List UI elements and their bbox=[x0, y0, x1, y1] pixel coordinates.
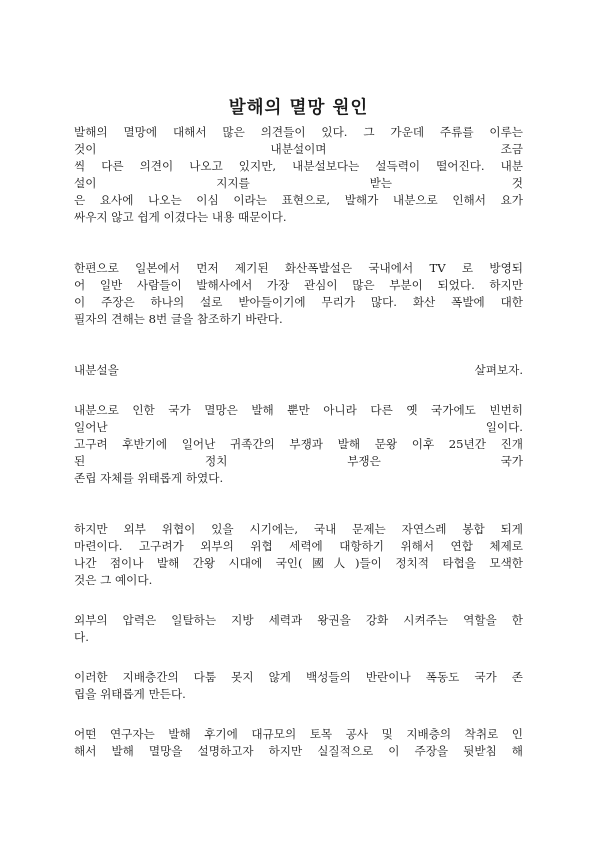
text-line: 싸우지 않고 쉽게 이겼다는 내용 때문이다. bbox=[74, 210, 287, 224]
paragraph bbox=[74, 521, 523, 589]
text-line: 씩 다른 의견이 나오고 있지만, 내분설보다는 설득력이 떨어진다. 내분 bbox=[74, 159, 523, 173]
text-line: 마련이다. 고구려가 외부의 위협 세력에 대항하기 위해서 연합 체제로 bbox=[74, 539, 523, 553]
paragraph-spacer bbox=[74, 487, 523, 521]
document-title: 발해의 멸망 원인 bbox=[228, 98, 369, 118]
text-line: 나간 점이나 발해 간왕 시대에 국인(國人)들이 정치적 타협을 모색한 bbox=[74, 556, 523, 570]
text-line: 하지만 외부 위협이 있을 시기에는, 국내 문제는 자연스레 봉합 되게 bbox=[74, 522, 523, 536]
paragraph-spacer bbox=[74, 226, 523, 260]
text-line: 립을 위태롭게 만든다. bbox=[74, 687, 186, 701]
paragraph-spacer bbox=[74, 589, 523, 612]
text-line: 된 정치 부쟁은 국가 bbox=[74, 454, 523, 468]
text-line: 은 요사에 나오는 이심 이라는 표현으로, 발해가 내분으로 인해서 요가 bbox=[74, 193, 523, 207]
text-line: 어떤 연구자는 발해 후기에 대규모의 토목 공사 및 지배층의 착취로 인 bbox=[74, 727, 523, 741]
text-line: 발해의 멸망에 대해서 많은 의견들이 있다. 그 가운데 주류를 이루는 bbox=[74, 125, 523, 139]
document-body bbox=[74, 124, 523, 760]
text-line: 이러한 지배층간의 다툼 못지 않게 백성들의 반란이나 폭동도 국가 존 bbox=[74, 670, 523, 684]
paragraph-spacer bbox=[74, 703, 523, 726]
text-line: 한편으로 일본에서 먼저 제기된 화산폭발설은 국내에서 TV 로 방영되 bbox=[74, 261, 523, 275]
text-line: 외부의 압력은 일탈하는 지방 세력과 왕권을 강화 시켜주는 역할을 한 bbox=[74, 613, 523, 627]
text-line: 이 주장은 하나의 설로 받아들이기에 무리가 많다. 화산 폭발에 대한 bbox=[74, 295, 523, 309]
text-line: 필자의 견해는 8번 글을 참조하기 바란다. bbox=[74, 312, 283, 326]
text-line: 해서 발해 멸망을 설명하고자 하지만 실질적으로 이 주장을 뒷받침 해 bbox=[74, 744, 523, 758]
text-line: 내분으로 인한 국가 멸망은 발해 뿐만 아니라 다른 옛 국가에도 빈번히 bbox=[74, 403, 523, 417]
paragraph-spacer bbox=[74, 328, 523, 362]
text-line: 다. bbox=[74, 630, 89, 644]
text-line: 고구려 후반기에 일어난 귀족간의 부쟁과 발해 문왕 이후 25년간 진개 bbox=[74, 437, 523, 451]
text-line: 내분설을 살펴보자. bbox=[74, 363, 523, 377]
paragraph bbox=[74, 612, 523, 646]
paragraph bbox=[74, 669, 523, 703]
text-line: 존립 자체를 위태롭게 하였다. bbox=[74, 471, 224, 485]
paragraph bbox=[74, 260, 523, 328]
paragraph bbox=[74, 726, 523, 760]
paragraph bbox=[74, 402, 523, 487]
text-line: 어 일반 사람들이 발해사에서 가장 관심이 많은 부분이 되었다. 하지만 bbox=[74, 278, 523, 292]
text-line: 것은 그 예이다. bbox=[74, 573, 153, 587]
paragraph bbox=[74, 362, 523, 379]
paragraph-spacer bbox=[74, 379, 523, 402]
paragraph-spacer bbox=[74, 646, 523, 669]
text-line: 것이 내분설이며 조금 bbox=[74, 142, 523, 156]
text-line: 일어난 일이다. bbox=[74, 420, 523, 434]
text-line: 설이 지지를 받는 것 bbox=[74, 176, 523, 190]
paragraph bbox=[74, 124, 523, 226]
